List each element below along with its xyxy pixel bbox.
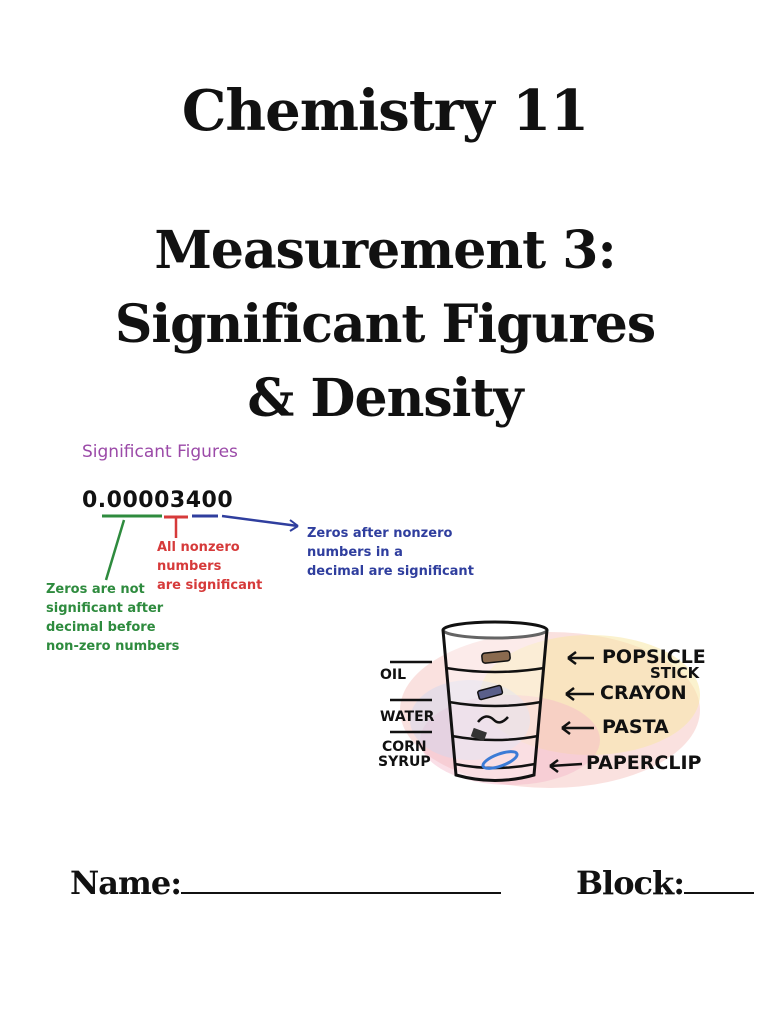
block-blank-line[interactable] (684, 862, 754, 894)
object-label-crayon: CRAYON (600, 682, 687, 704)
layer-label-oil: OIL (380, 667, 407, 683)
layer-label-line: CORN (381, 739, 427, 755)
layer-label-line: SYRUP (378, 754, 431, 770)
note-line: numbers (157, 559, 222, 574)
unit-title-line-1: Measurement 3: (154, 220, 616, 281)
block-field (576, 862, 754, 902)
unit-title (0, 214, 770, 436)
sig-figs-heading: Significant Figures (82, 442, 238, 462)
layer-label-corn-syrup (378, 740, 431, 770)
unit-title-line-3: & Density (247, 368, 523, 429)
object-label-line: POPSICLE (602, 646, 706, 668)
note-line: decimal are significant (307, 564, 474, 579)
name-field (70, 862, 501, 902)
trailing-zeros-note (307, 524, 474, 581)
nonzero-note (157, 538, 262, 595)
note-line: Zeros are not (46, 582, 145, 597)
note-line: are significant (157, 578, 263, 593)
density-column-sketch (360, 600, 730, 810)
object-label-popsicle-stick (602, 648, 706, 682)
block-label: Block: (576, 864, 685, 902)
note-line: non-zero numbers (46, 639, 180, 654)
name-blank-line[interactable] (181, 862, 501, 894)
unit-title-line-2: Significant Figures (114, 294, 656, 355)
note-line: decimal before (46, 620, 156, 635)
note-line: numbers in a (307, 545, 403, 560)
name-label: Name: (70, 864, 182, 902)
note-line: significant after (46, 601, 164, 616)
course-title: Chemistry 11 (181, 78, 589, 144)
density-glass-illustration (360, 600, 730, 810)
object-label-line: STICK (650, 664, 700, 682)
note-line: All nonzero (157, 540, 240, 555)
note-line: Zeros after nonzero (307, 526, 453, 541)
object-label-pasta: PASTA (602, 716, 669, 738)
layer-label-water: WATER (380, 709, 435, 725)
example-number: 0.00003400 (82, 488, 234, 513)
object-label-paperclip: PAPERCLIP (586, 752, 702, 774)
